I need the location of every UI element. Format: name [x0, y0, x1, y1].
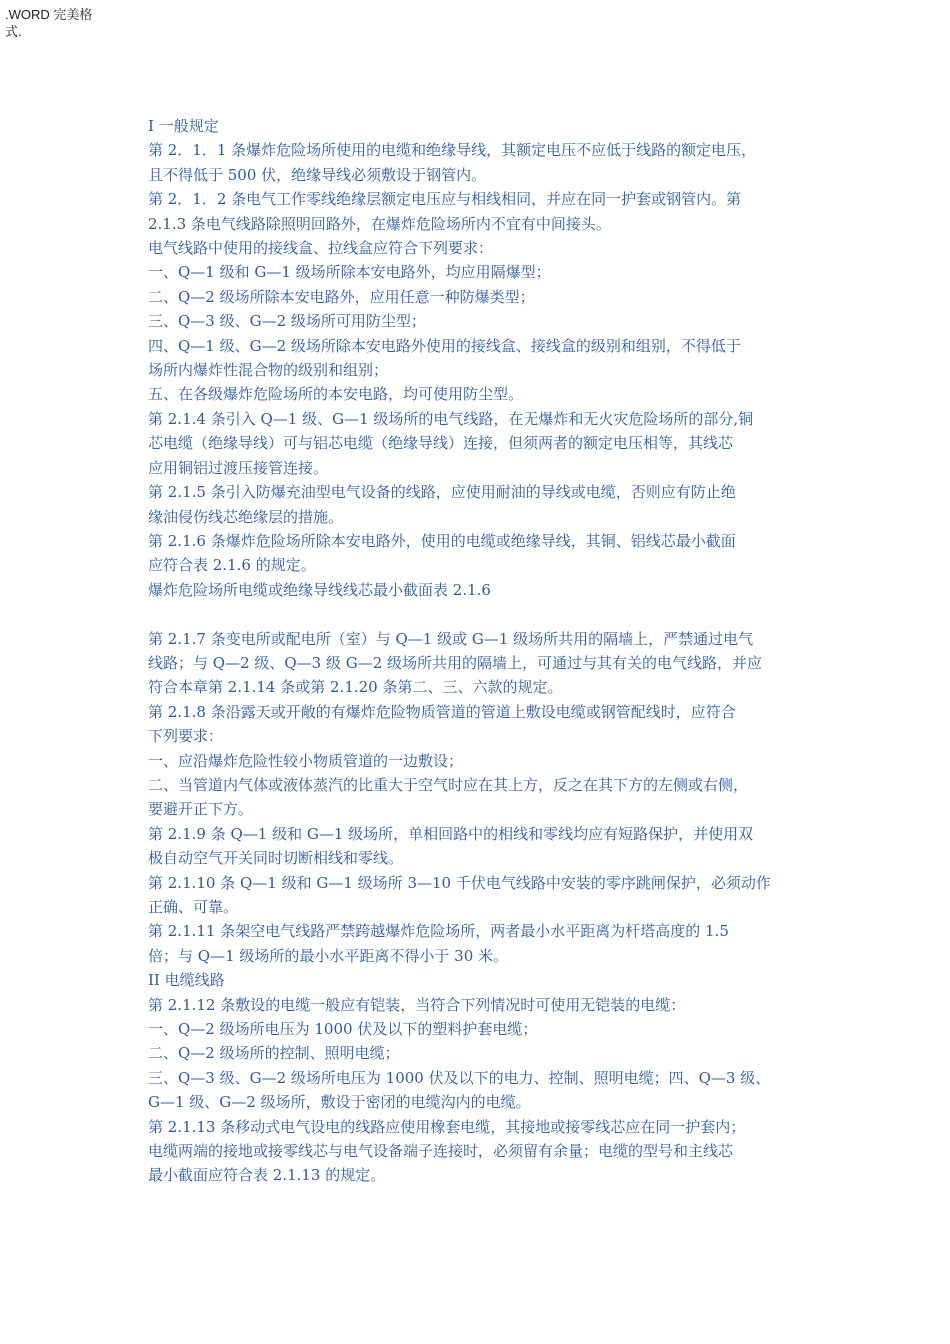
body-line: 第 2．1．1 条爆炸危险场所使用的电缆和绝缘导线，其额定电压不应低于线路的额定电压，: [148, 141, 757, 160]
body-line: 五、在各级爆炸危险场所的本安电路，均可使用防尘型。: [148, 385, 524, 404]
body-line: 正确、可靠。: [148, 897, 239, 916]
body-line: 第 2.1.5 条引入防爆充油型电气设备的线路，应使用耐油的导线或电缆，否则应有防止绝: [148, 483, 736, 502]
body-line: 倍；与 Q—1 级场所的最小水平距离不得小于 30 米。: [148, 946, 509, 965]
body-line: 2.1.3 条电气线路除照明回路外，在爆炸危险场所内不宜有中间接头。: [148, 214, 611, 233]
blank-line: [148, 602, 828, 626]
body-line: 第 2.1.4 条引入 Q—1 级、G—1 级场所的电气线路，在无爆炸和无火灾危险场所的部分,铜: [148, 409, 754, 428]
body-line: 一、Q—1 级和 G—1 级场所除本安电路外，均应用隔爆型；: [148, 263, 551, 282]
section-heading-general: I 一般规定: [148, 117, 219, 135]
body-line: 二、Q—2 级场所除本安电路外，应用任意一种防爆类型；: [148, 287, 535, 306]
section-heading-cable-lines: II 电缆线路: [148, 971, 225, 990]
body-line: 二、当管道内气体或液体蒸汽的比重大于空气时应在其上方，反之在其下方的左侧或右侧，: [148, 775, 749, 794]
body-line: 第 2.1.9 条 Q—1 级和 G—1 级场所，单相回路中的相线和零线均应有短路保护，并使用双: [148, 824, 754, 843]
body-line: 应用铜铝过渡压接管连接。: [148, 458, 329, 477]
body-line: 最小截面应符合表 2.1.13 的规定。: [148, 1166, 386, 1185]
body-line: 第 2.1.10 条 Q—1 级和 G—1 级场所 3—10 千伏电气线路中安装的零序跳闸保护，必须动作: [148, 873, 771, 892]
body-line: 三、Q—3 级、G—2 级场所可用防尘型；: [148, 312, 426, 331]
document-watermark-header: [5, 6, 115, 40]
body-line: G—1 级、G—2 级场所，敷设于密闭的电缆沟内的电缆。: [148, 1093, 531, 1112]
body-line: 第 2．1．2 条电气工作零线绝缘层额定电压应与相线相同，并应在同一护套或钢管内。第: [148, 190, 742, 209]
header-line-1: .WORD 完美格: [5, 7, 93, 22]
body-line: 下列要求：: [148, 727, 224, 746]
body-line: 一、Q—2 级场所电压为 1000 伏及以下的塑料护套电缆；: [148, 1020, 538, 1039]
header-line-2: 式.: [5, 24, 22, 39]
body-line: 芯电缆（绝缘导线）可与铝芯电缆（绝缘导线）连接，但须两者的额定电压相等，其线芯: [148, 434, 734, 453]
body-line: 电缆两端的接地或接零线芯与电气设备端子连接时，必须留有余量；电缆的型号和主线芯: [148, 1142, 734, 1161]
document-body: [148, 114, 828, 1188]
body-line: 三、Q—3 级、G—2 级场所电压为 1000 伏及以下的电力、控制、照明电缆；四、Q—3 级、: [148, 1068, 771, 1087]
body-line: 线路；与 Q—2 级、Q—3 级 G—2 级场所共用的隔墙上，可通过与其有关的电气线路，并应: [148, 653, 763, 672]
body-line: 第 2.1.8 条沿露天或开敞的有爆炸危险物质管道的管道上敷设电缆或钢管配线时，应符合: [148, 702, 736, 721]
body-line: 二、Q—2 级场所的控制、照明电缆；: [148, 1044, 400, 1063]
body-line: 第 2.1.11 条架空电气线路严禁跨越爆炸危险场所，两者最小水平距离为杆塔高度的 1.5: [148, 922, 729, 941]
body-line: 缘油侵伤线芯绝缘层的措施。: [148, 507, 344, 526]
body-line: 一、应沿爆炸危险性较小物质管道的一边敷设；: [148, 751, 464, 770]
body-line: 第 2.1.13 条移动式电气设电的线路应使用橡套电缆，其接地或接零线芯应在同一护套内；: [148, 1117, 746, 1136]
body-line: 且不得低于 500 伏，绝缘导线必须敷设于钢管内。: [148, 165, 487, 184]
table-caption: 爆炸危险场所电缆或绝缘导线线芯最小截面表 2.1.6: [148, 580, 491, 599]
body-line: 四、Q—1 级、G—2 级场所除本安电路外使用的接线盒、接线盒的级别和组别，不得低于: [148, 336, 741, 355]
body-line: 应符合表 2.1.6 的规定。: [148, 556, 316, 575]
body-line: 要避开正下方。: [148, 800, 254, 819]
body-line: 第 2.1.6 条爆炸危险场所除本安电路外，使用的电缆或绝缘导线，其铜、铝线芯最小截面: [148, 531, 736, 550]
body-line: 符合本章第 2.1.14 条或第 2.1.20 条第二、三、六款的规定。: [148, 678, 563, 697]
body-line: 第 2.1.12 条敷设的电缆一般应有铠装，当符合下列情况时可使用无铠装的电缆：: [148, 995, 686, 1014]
body-line: 电气线路中使用的接线盒、拉线盒应符合下列要求：: [148, 239, 494, 258]
body-line: 极自动空气开关同时切断相线和零线。: [148, 849, 404, 868]
body-line: 第 2.1.7 条变电所或配电所（室）与 Q—1 级或 G—1 级场所共用的隔墙上，严禁通过电气: [148, 629, 754, 648]
body-line: 场所内爆炸性混合物的级别和组别；: [148, 361, 389, 380]
